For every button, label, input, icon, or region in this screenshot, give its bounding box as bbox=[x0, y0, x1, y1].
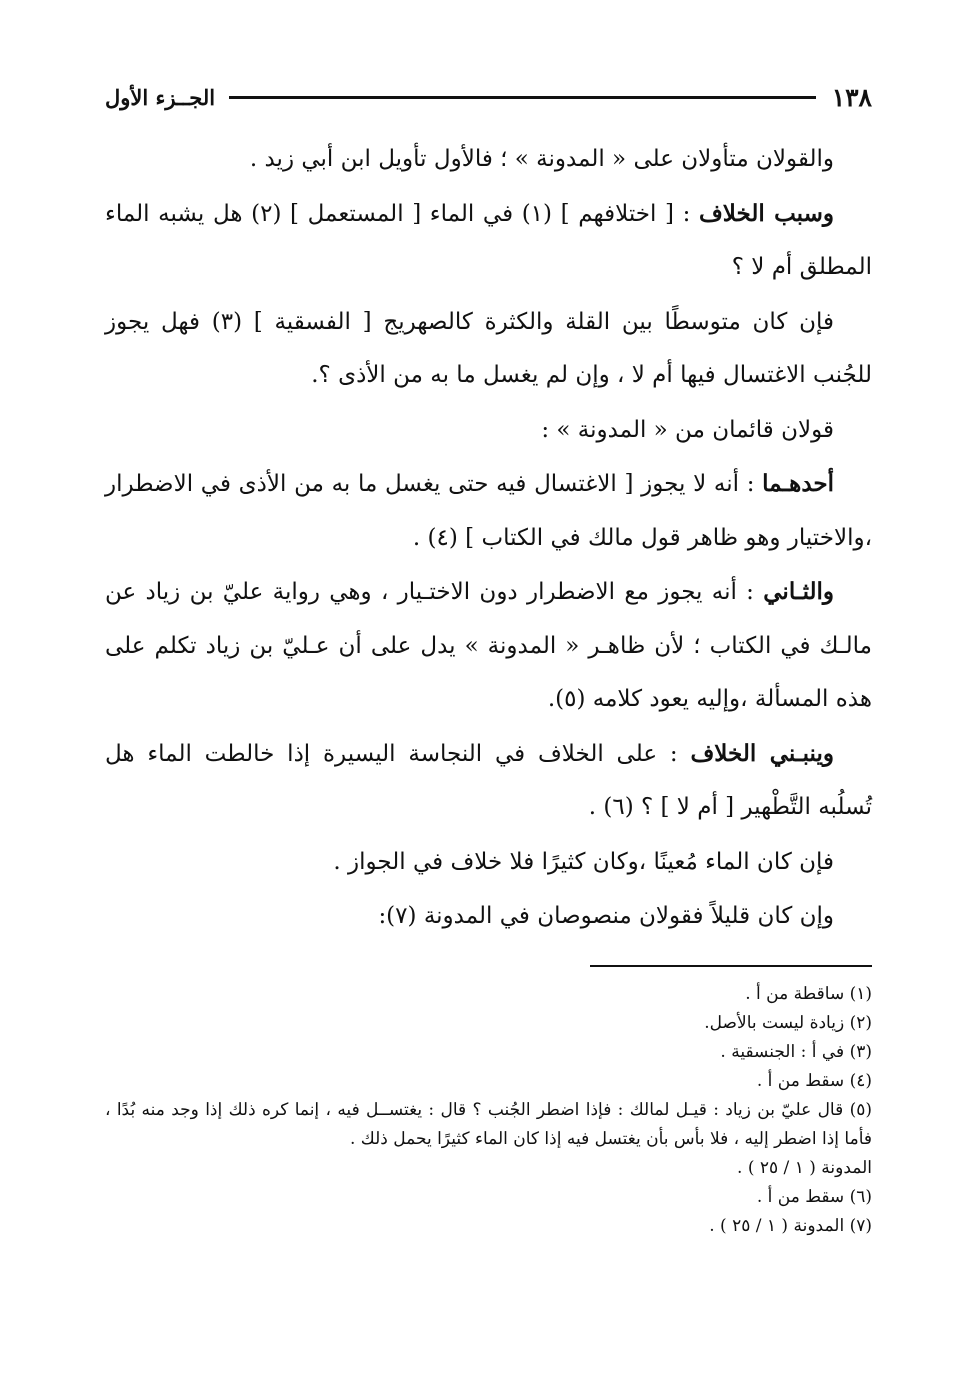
paragraph-text: فإن كان متوسطًا بين القلة والكثرة كالصهريج [ الفسقية ] (٣) فهل يجوز للجُنب الاغتسال فيها أم لا ، وإن لم يغسل ما به من الأذى ؟. bbox=[105, 308, 872, 388]
paragraph-text: قولان قائمان من « المدونة » : bbox=[541, 416, 834, 443]
footnote-3: (٣) في أ : الجنسقية . bbox=[720, 1042, 872, 1062]
footnote-5-source: المدونة ( ١ / ٢٥ ) . bbox=[737, 1158, 872, 1178]
paragraph-lead: أحدهـما bbox=[762, 470, 834, 497]
header-rule bbox=[229, 96, 816, 99]
paragraph-4 bbox=[105, 403, 872, 458]
paragraph-text: وإن كان قليلاً فقولان منصوصان في المدونة (٧): bbox=[378, 903, 834, 929]
paragraph-lead: وسبب الخلاف bbox=[698, 199, 834, 227]
paragraph-6 bbox=[105, 565, 872, 727]
page-number: ١٣٨ bbox=[831, 82, 872, 112]
paragraph-text: : [ اختلافهم ] (١) في الماء [ المستعمل ] (٢) هل يشبه الماء المطلق أم لا ؟ bbox=[105, 200, 872, 280]
body-text bbox=[105, 132, 872, 944]
paragraph-lead: وينبـني الخلاف bbox=[690, 739, 834, 767]
paragraph-text: : أنه يجوز مع الاضطرار دون الاختـيار ، وهي رواية عليّ بن زياد عن مالـك في الكتاب ؛ لأن ظاهـر « المدونة » يدل على أن عـليّ بن زياد تكلم على هذه المسألة ،وإليه يعود كلامه (٥). bbox=[105, 579, 872, 712]
footnote-1: (١) ساقطة من أ . bbox=[745, 984, 872, 1004]
paragraph-3 bbox=[105, 295, 872, 403]
footnote-separator bbox=[590, 965, 872, 967]
running-title: الجــزء الأول bbox=[105, 84, 216, 110]
paragraph-text: والقولان متأولان على « المدونة » ؛ فالأول تأويل ابن أبي زيد . bbox=[249, 146, 834, 172]
paragraph-9 bbox=[105, 889, 872, 944]
paragraph-text: فإن كان الماء مُعينًا ،وكان كثيرًا فلا خلاف في الجواز . bbox=[333, 848, 834, 875]
footnote-7: (٧) المدونة ( ١ / ٢٥ ) . bbox=[709, 1216, 872, 1236]
paragraph-1 bbox=[105, 132, 872, 187]
paragraph-text: : على الخلاف في النجاسة اليسيرة إذا خالطت الماء هل تُسلُبه التَّطْهير [ أم لا ] ؟ (٦) . bbox=[105, 740, 872, 820]
paragraph-lead: والثـاني bbox=[763, 578, 835, 605]
footnote-5: (٥) قال عليّ بن زياد : قيـل لمالك : فإذا اضطر الجُنب ؟ قال : يغتســل فيه ، إنما كره ذلك إذا وجد منه بُدًا ، فأما إذا اضطر إليه ، فلا بأس بأن يغتسل فيه إذا كان الماء كثيرًا يحمل ذلك . bbox=[105, 1100, 872, 1149]
footnote-6: (٦) سقط من أ . bbox=[756, 1187, 872, 1207]
paragraph-8 bbox=[105, 835, 872, 890]
paragraph-text: : أنه لا يجوز [ الاغتسال فيه حتى يغسل ما به من الأذى في الاضطرار ،والاختيار وهو ظاهر قول مالك في الكتاب ] (٤) . bbox=[105, 471, 872, 551]
paragraph-2 bbox=[105, 187, 872, 295]
footnote-4: (٤) سقط من أ . bbox=[756, 1071, 872, 1091]
paragraph-5 bbox=[105, 457, 872, 565]
footnote-2: (٢) زيادة ليست بالأصل. bbox=[704, 1013, 872, 1033]
paragraph-7 bbox=[105, 727, 872, 835]
footnotes bbox=[105, 980, 872, 1241]
page-header bbox=[105, 72, 872, 122]
